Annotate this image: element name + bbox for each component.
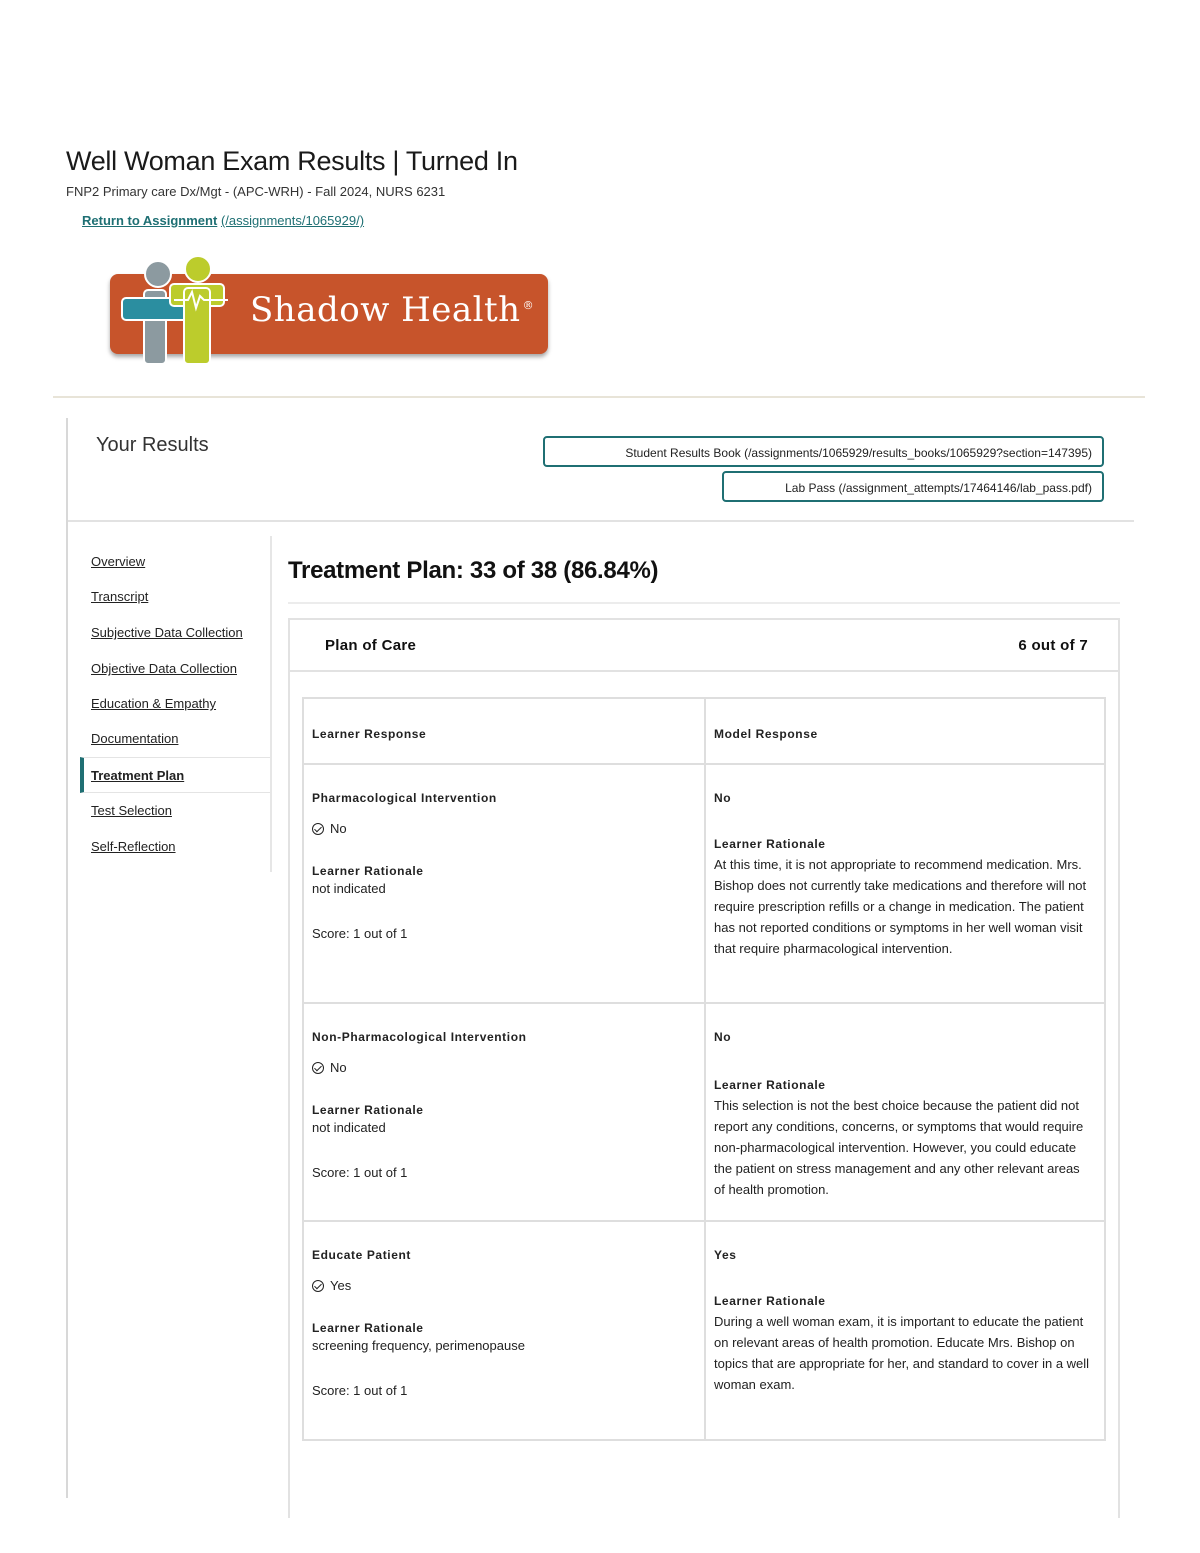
sidebar-item-overview[interactable]: Overview: [91, 554, 146, 569]
row-score: Score: 1 out of 1: [312, 1383, 408, 1398]
question-label: Educate Patient: [312, 1248, 412, 1262]
table-row-learner: [312, 791, 692, 941]
model-rationale-label: Learner Rationale: [714, 1294, 826, 1308]
model-answer: No: [714, 1030, 732, 1044]
return-to-assignment-link[interactable]: Return to Assignment: [82, 213, 218, 228]
header-learner-response: Learner Response: [312, 727, 427, 741]
table-row-learner: [312, 1248, 692, 1398]
learner-rationale: not indicated: [312, 1120, 386, 1135]
table-row-model: [714, 791, 1094, 959]
model-rationale-label: Learner Rationale: [714, 837, 826, 851]
learner-answer: Yes: [312, 1278, 692, 1293]
sidebar-item-documentation[interactable]: Documentation: [91, 731, 179, 746]
question-label: Pharmacological Intervention: [312, 791, 497, 805]
sidebar-item-test-selection[interactable]: Test Selection: [91, 803, 172, 818]
sidebar-item-transcript[interactable]: Transcript: [91, 589, 149, 604]
sidebar-nav: [80, 536, 272, 872]
response-table: [302, 697, 1106, 1441]
header-divider: [53, 396, 1145, 398]
logo-figure-icon: [104, 254, 244, 370]
lab-pass-button[interactable]: Lab Pass (/assignment_attempts/17464146/lab_pass.pdf): [722, 471, 1104, 502]
learner-answer: No: [312, 821, 692, 836]
check-circle-icon: [312, 1280, 324, 1292]
learner-rationale: not indicated: [312, 881, 386, 896]
column-divider: [704, 699, 706, 1439]
course-subtitle: FNP2 Primary care Dx/Mgt - (APC-WRH) - Fall 2024, NURS 6231: [66, 184, 446, 199]
card-title: Plan of Care: [325, 637, 417, 654]
your-results-heading: Your Results: [96, 434, 209, 456]
shadow-health-logo: [104, 254, 548, 370]
question-label: Non-Pharmacological Intervention: [312, 1030, 527, 1044]
check-circle-icon: [312, 823, 324, 835]
sidebar-item-subjective-data[interactable]: Subjective Data Collection: [91, 625, 243, 640]
learner-answer: No: [312, 1060, 692, 1075]
results-divider: [68, 520, 1134, 522]
results-frame-border: [66, 418, 68, 1498]
sidebar-item-treatment-plan[interactable]: Treatment Plan: [91, 768, 185, 783]
student-results-book-button[interactable]: Student Results Book (/assignments/1065929/results_books/1065929?section=147395): [543, 436, 1104, 467]
table-row-model: [714, 1248, 1094, 1395]
logo-text: Shadow Health ®: [250, 290, 535, 330]
row-divider: [304, 763, 1104, 765]
page-title: Well Woman Exam Results | Turned In: [66, 146, 518, 176]
table-row-model: [714, 1030, 1094, 1200]
sidebar-item-self-reflection[interactable]: Self-Reflection: [91, 839, 176, 854]
card-score: 6 out of 7: [1018, 637, 1088, 654]
model-rationale: During a well woman exam, it is important to educate the patient on relevant areas of health promotion. Educate Mrs. Bishop on topics that are appropriate for her, and standard to cover in a well woman exam.: [714, 1314, 1090, 1392]
sidebar-item-education-empathy[interactable]: Education & Empathy: [91, 696, 217, 711]
learner-rationale-label: Learner Rationale: [312, 864, 424, 878]
row-score: Score: 1 out of 1: [312, 1165, 408, 1180]
model-answer: Yes: [714, 1248, 737, 1262]
table-row-learner: [312, 1030, 692, 1180]
model-answer: No: [714, 791, 732, 805]
sidebar-item-objective-data[interactable]: Objective Data Collection: [91, 661, 237, 676]
main-title-divider: [288, 602, 1120, 604]
model-rationale: This selection is not the best choice because the patient did not report any conditions, concerns, or symptoms that would require non-pharmacological intervention. However, you could educate the patient on stress management and any other relevant areas of health promotion.: [714, 1098, 1084, 1197]
learner-rationale: screening frequency, perimenopause: [312, 1338, 525, 1353]
model-rationale: At this time, it is not appropriate to recommend medication. Mrs. Bishop does not currently take medications and therefore will not require prescription refills or a change in medication. The patient has not reported conditions or symptoms in her well woman visit that require pharmacological intervention.: [714, 857, 1087, 956]
return-url-text: (/assignments/1065929/): [220, 213, 365, 228]
learner-rationale-label: Learner Rationale: [312, 1103, 424, 1117]
header-model-response: Model Response: [714, 727, 818, 741]
row-divider: [304, 1220, 1104, 1222]
model-rationale-label: Learner Rationale: [714, 1078, 826, 1092]
row-score: Score: 1 out of 1: [312, 926, 408, 941]
row-divider: [304, 1002, 1104, 1004]
check-circle-icon: [312, 1062, 324, 1074]
learner-rationale-label: Learner Rationale: [312, 1321, 424, 1335]
card-header: [290, 620, 1118, 672]
treatment-plan-title: Treatment Plan: 33 of 38 (86.84%): [288, 557, 659, 584]
return-line: [82, 213, 364, 228]
